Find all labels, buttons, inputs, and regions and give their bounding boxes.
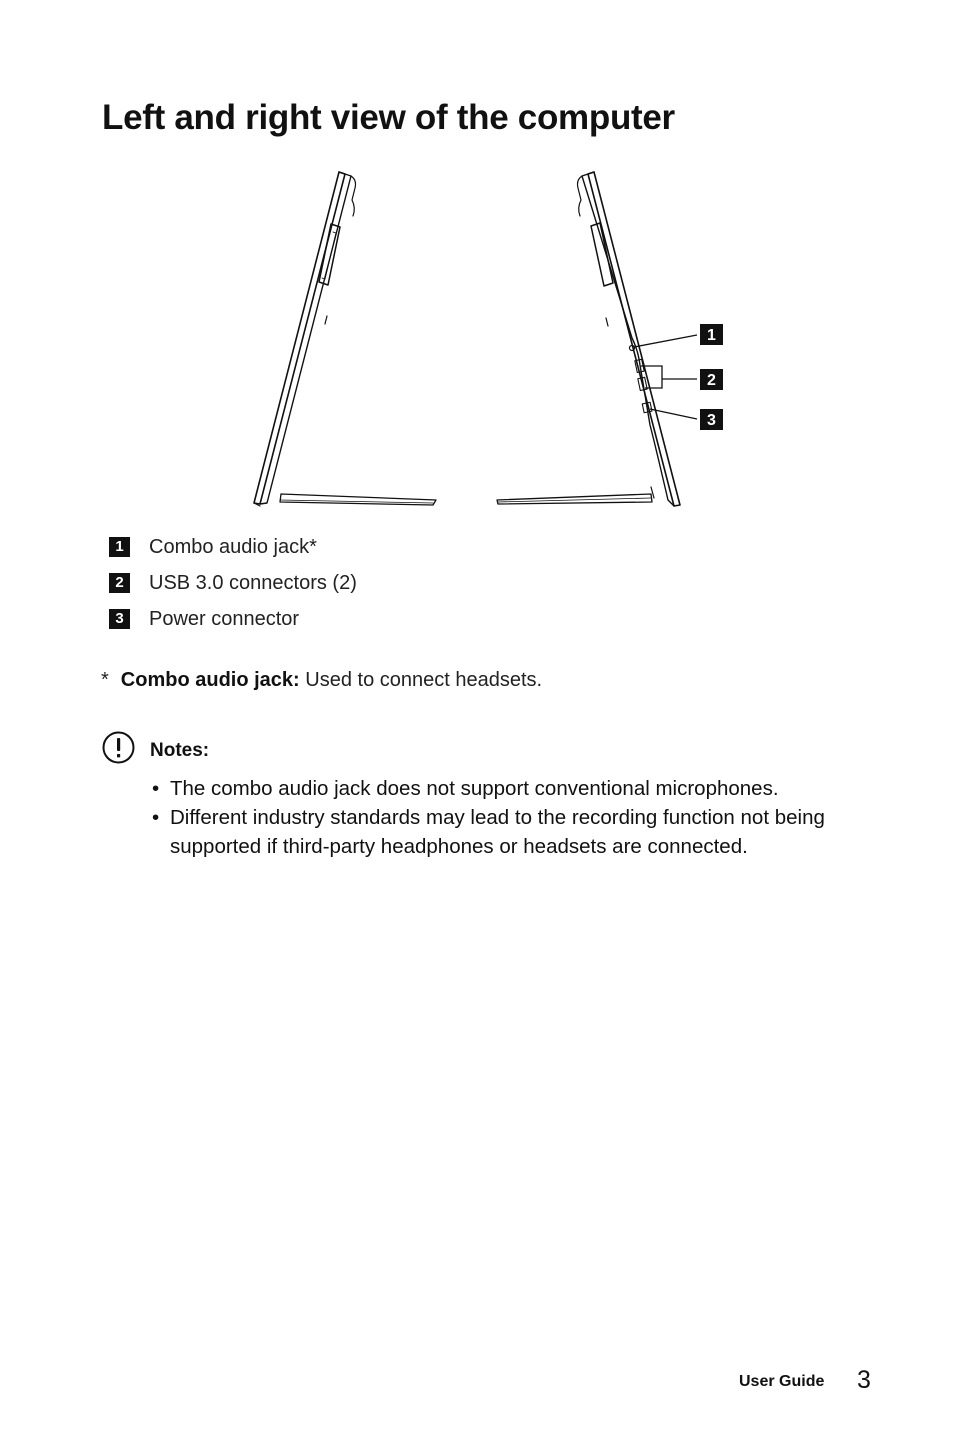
right-side-view bbox=[497, 172, 680, 506]
page-title: Left and right view of the computer bbox=[102, 98, 675, 137]
callout-number-1: 1 bbox=[707, 327, 716, 344]
note-item: • Different industry standards may lead to the recording function not being supported if third-party headphones or headsets are connected. bbox=[150, 803, 890, 861]
footer-label: User Guide bbox=[739, 1373, 825, 1390]
footnote-text: Used to connect headsets. bbox=[299, 669, 543, 691]
callout-number-2: 2 bbox=[707, 372, 716, 389]
callout-number-3: 3 bbox=[707, 412, 716, 429]
callout-badge-3 bbox=[700, 409, 723, 430]
legend-label: USB 3.0 connectors (2) bbox=[149, 572, 357, 594]
footnote bbox=[101, 669, 542, 692]
page-number: 3 bbox=[857, 1366, 871, 1394]
legend-label: Power connector bbox=[149, 608, 300, 630]
legend-label: Combo audio jack* bbox=[149, 536, 317, 558]
note-item: • The combo audio jack does not support conventional microphones. bbox=[150, 774, 890, 803]
exclamation-circle-icon bbox=[102, 731, 135, 764]
left-side-view bbox=[254, 172, 436, 506]
legend-item bbox=[109, 534, 357, 570]
legend-item bbox=[109, 570, 357, 606]
callout-badge-2 bbox=[700, 369, 723, 390]
legend-number-badge: 3 bbox=[109, 609, 130, 629]
notes-title: Notes: bbox=[150, 740, 210, 761]
footnote-marker: * bbox=[101, 669, 109, 691]
legend-number-badge: 2 bbox=[109, 573, 130, 593]
component-legend bbox=[109, 534, 357, 642]
footnote-term: Combo audio jack: bbox=[120, 669, 300, 691]
legend-number-badge: 1 bbox=[109, 537, 130, 557]
callout-badge-1 bbox=[700, 324, 723, 345]
legend-item bbox=[109, 606, 357, 642]
computer-side-views-illustration bbox=[230, 160, 750, 520]
notes-list bbox=[150, 774, 890, 861]
